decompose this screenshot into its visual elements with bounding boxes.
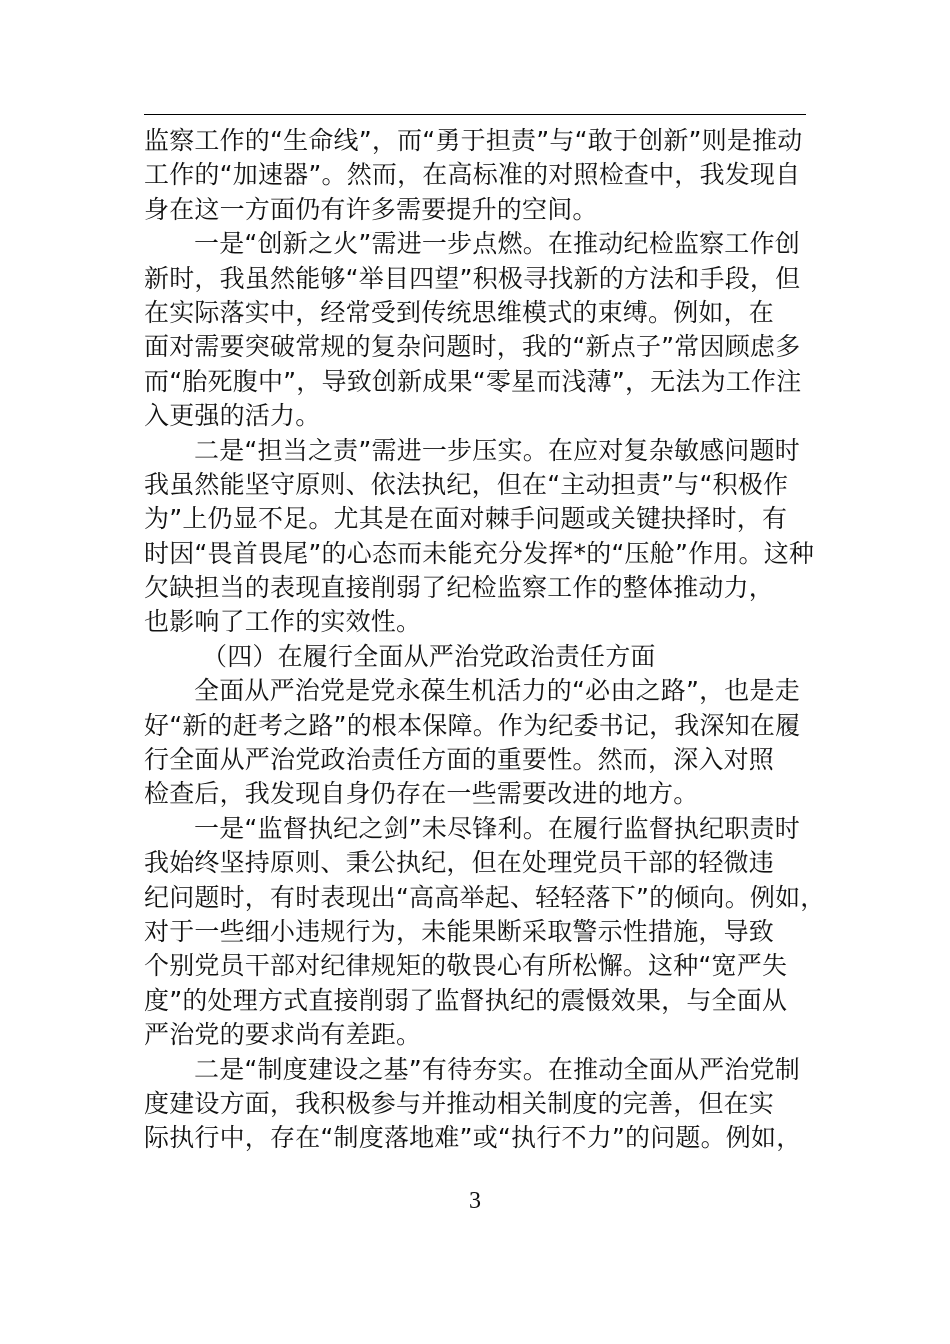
text-line: 我始终坚持原则、秉公执纪，但在处理党员干部的轻微违 (144, 848, 775, 878)
text-line: 监察工作的“生命线”，而“勇于担责”与“敢于创新”则是推动 (144, 126, 803, 155)
text-line: 欠缺担当的表现直接削弱了纪检监察工作的整体推动力， (144, 573, 775, 603)
text-line: 对于一些细小违规行为，未能果断采取警示性措施，导致 (144, 916, 775, 946)
text-line: 个别党员干部对纪律规矩的敬畏心有所松懈。这种“宽严失 (144, 951, 788, 981)
paragraph-first-line: 一是“监督执纪之剑”未尽锋利。在履行监督执纪职责时 (194, 813, 800, 843)
paragraph-first-line: 二是“担当之责”需进一步压实。在应对复杂敏感问题时 (194, 435, 800, 465)
text-line: 严治党的要求尚有差距。 (144, 1020, 422, 1050)
text-line: 面对需要突破常规的复杂问题时，我的“新点子”常因顾虑多 (144, 332, 801, 362)
text-line: 身在这一方面仍有许多需要提升的空间。 (144, 194, 598, 224)
text-line: 度建设方面，我积极参与并推动相关制度的完善，但在实 (144, 1088, 775, 1118)
body-text (144, 124, 826, 1156)
text-line: 好“新的赶考之路”的根本保障。作为纪委书记，我深知在履 (144, 710, 801, 740)
text-line: 时因“畏首畏尾”的心态而未能充分发挥*的“压舱”作用。这种 (144, 538, 815, 568)
text-line: 我虽然能坚守原则、依法执纪，但在“主动担责”与“积极作 (144, 469, 789, 499)
text-line: 在实际落实中，经常受到传统思维模式的束缚。例如，在 (144, 297, 775, 327)
text-line: 度”的处理方式直接削弱了监督执纪的震慑效果，与全面从 (144, 985, 788, 1015)
paragraph-first-line: 二是“制度建设之基”有待夯实。在推动全面从严治党制 (194, 1054, 800, 1084)
paragraph-first-line: 全面从严治党是党永葆生机活力的“必由之路”，也是走 (194, 676, 800, 706)
page-number: 3 (469, 1188, 481, 1214)
text-line: 行全面从严治党政治责任方面的重要性。然而，深入对照 (144, 745, 775, 775)
section-heading: （四）在履行全面从严治党政治责任方面 (202, 641, 656, 671)
text-line: 而“胎死腹中”，导致创新成果“零星而浅薄”，无法为工作注 (144, 366, 802, 396)
header-rule (144, 114, 806, 115)
paragraph-first-line: 一是“创新之火”需进一步点燃。在推动纪检监察工作创 (194, 229, 800, 259)
text-line: 新时，我虽然能够“举目四望”积极寻找新的方法和手段，但 (144, 263, 801, 293)
text-line: 入更强的活力。 (144, 401, 321, 431)
text-line: 也影响了工作的实效性。 (144, 607, 422, 637)
text-line: 工作的“加速器”。然而，在高标准的对照检查中，我发现自 (144, 160, 801, 190)
text-line: 为”上仍显不足。尤其是在面对棘手问题或关键抉择时，有 (144, 504, 788, 534)
text-line: 纪问题时，有时表现出“高高举起、轻轻落下”的倾向。例如， (144, 882, 826, 912)
text-line: 检查后，我发现自身仍存在一些需要改进的地方。 (144, 779, 699, 809)
text-line: 际执行中，存在“制度落地难”或“执行不力”的问题。例如， (144, 1123, 802, 1153)
